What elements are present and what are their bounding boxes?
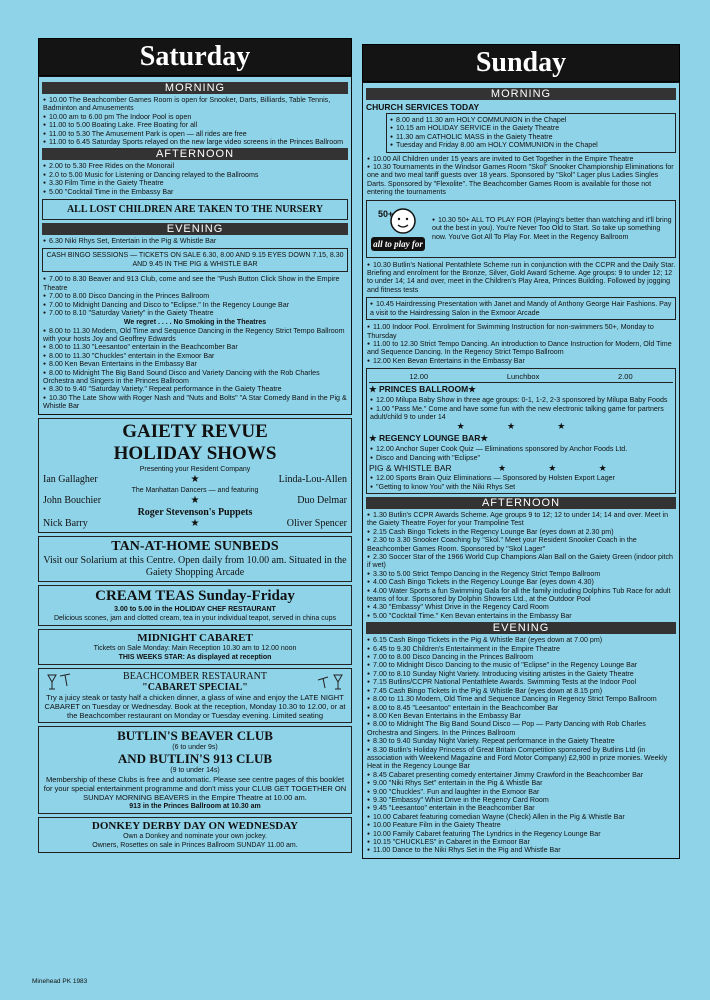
donkey-derby-ad (38, 817, 352, 853)
list-item: ● 10.00 All Children under 15 years are invited to Get Together in the Empire Theatre (366, 155, 676, 163)
performer: Linda-Lou-Allen (278, 473, 347, 485)
list-item: ● 10.30 Tournaments in the Windsor Games Room "Skol" Snooker Championship Eliminations for one and two meal tariff guests over 18 years. Sponsored by "Skol" Lager plus Ladies Singles Darts. Sponsored by "Flexolite". The Beachcomber Games Room is available for those not entering the tournaments (366, 163, 676, 197)
logo-bottom-text: all to play for (373, 238, 423, 249)
gaiety-title-1: GAIETY REVUE (122, 420, 268, 442)
beaver-club-title: BUTLIN'S BEAVER CLUB (117, 727, 273, 743)
sunbeds-text: Visit our Solarium at this Centre. Open daily from 10.00 am. Situated in the Gaiety Shopping Arcade (43, 554, 347, 578)
sunday-frame (362, 82, 680, 859)
bingo-notice: CASH BINGO SESSIONS — TICKETS ON SALE 6.30, 8.00 AND 9.15 EYES DOWN 7.15, 8.30 AND 9.45 IN THE PIG & WHISTLE BAR (42, 248, 348, 272)
list-item: ● Disco and Dancing with "Eclipse" (369, 454, 673, 462)
logo-top-text: 50+ (378, 208, 394, 219)
list-item: ● 7.00 to 8.10 "Saturday Variety" in the Gaiety Theatre (42, 309, 348, 317)
performer: Nick Barry (43, 517, 88, 529)
donkey-derby-title: DONKEY DERBY DAY ON WEDNESDAY (91, 819, 299, 832)
gaiety-title-2: HOLIDAY SHOWS (113, 442, 277, 464)
performer: Ian Gallagher (43, 473, 98, 485)
regency-lounge-heading: ★ REGENCY LOUNGE BAR★ (369, 433, 488, 444)
saturday-column (38, 38, 352, 856)
sun-afternoon-list (366, 511, 676, 620)
list-item: ● 11.30 am CATHOLIC MASS in the Gaiety Theatre (389, 133, 673, 141)
star-icon: ★ (190, 473, 200, 485)
list-item: ● 5.00 "Cocktail Time in the Embassy Bar (42, 188, 348, 196)
list-item: ● 10.00 The Beachcomber Games Room is open for Snooker, Darts, Billiards, Table Tennis, Badminton and Amusements (42, 96, 348, 113)
list-item: ● 8.00 to Midnight The Big Band Sound Disco and Variety Dancing with the Rob Charles Orchestra and Singers in the Princes Ballroom (42, 369, 348, 386)
list-item: ● 8.30 Butlin's Holiday Princess of Great Britain Competition sponsored by Butlins Ltd (in association with Weekend Magazine and Ford Motor Company) £2,900 in prize monies. Weekly Heat in the Regency Lounge Bar (366, 746, 676, 771)
list-item: ● 2.30 Soccer Star of the 1966 World Cup Champions Alan Ball on the Gaiety Green (indoor pitch if wet) (366, 553, 676, 570)
no-smoking-notice: We regret . . . . No Smoking in the Theatres (123, 318, 267, 326)
fifty-plus-box (366, 200, 676, 258)
list-item: ● 10.30 Butlin's National Pentathlete Scheme run in conjunction with the CCPR and the Daily Star. Briefing and enrolment for the Bronze, Silver, Gold Award Scheme. Age groups: 9 to under 12; 12 to under 14; 14 and over, meet in the Children's Play Area, Princes Building. Followed by jogging and fitness tests (366, 261, 676, 295)
list-item: ● 8.00 Ken Bevan Entertains in the Embassy Bar (42, 360, 348, 368)
list-item: ● 4.00 Cash Bingo Tickets in the Regency Lounge Bar (eyes down 4.30) (366, 578, 676, 586)
beachcomber-special: "CABARET SPECIAL" (142, 681, 248, 693)
list-item: ● 7.45 Cash Bingo Tickets in the Pig & Whistle Bar (eyes down at 8.15 pm) (366, 687, 676, 695)
sat-morning-heading: MORNING (42, 82, 348, 94)
list-item: ● 10.15 am HOLIDAY SERVICE in the Gaiety Theatre (389, 124, 673, 132)
beaver-club-age: (6 to under 9s) (172, 743, 218, 751)
cream-teas-title: CREAM TEAS Sunday-Friday (95, 587, 295, 604)
sunday-title: Sunday (362, 44, 680, 82)
clubs-ad (38, 726, 352, 814)
saturday-frame (38, 76, 352, 415)
list-item: ● 7.00 to 8.10 Sunday Night Variety. Introducing visiting artistes in the Gaiety Theatre (366, 670, 676, 678)
cream-teas-line2: Delicious scones, jam and clotted cream, tea in your individual teapot, served in china cups (53, 614, 337, 622)
lunchbox-label: Lunchbox (506, 372, 540, 382)
list-item: ● 7.00 to 8.00 Disco Dancing in the Princes Ballroom (42, 292, 348, 300)
beachcomber-ad (38, 668, 352, 723)
list-item: ● 9.00 "Chuckles". Fun and laughter in the Exmoor Bar (366, 788, 676, 796)
list-item: ● 11.00 to 12.30 Strict Tempo Dancing. An introduction to Dance Instruction for Modern, Old Time and Sequence Dancing. In the Regency Strict Tempo Ballroom (366, 340, 676, 357)
gaiety-revue-ad (38, 418, 352, 533)
clubs-text-2: 913 in the Princes Ballroom at 10.30 am (129, 802, 261, 810)
list-item: ● 2.15 Cash Bingo Tickets in the Regency Lounge Bar (eyes down at 2.30 pm) (366, 528, 676, 536)
list-item: ● 11.00 Indoor Pool. Enrolment for Swimming Instruction for non-swimmers 50+, Monday to Thursday (366, 323, 676, 340)
performer: Oliver Spencer (286, 517, 347, 529)
pig-whistle-heading: PIG & WHISTLE BAR (369, 463, 452, 474)
star-icon: ★ (190, 517, 200, 529)
list-item: ● 6.30 Niki Rhys Set, Entertain in the Pig & Whistle Bar (42, 237, 348, 245)
list-item: ● 8.00 Ken Bevan Entertains in the Embassy Bar (366, 712, 676, 720)
gaiety-presenting: Presenting your Resident Company (139, 465, 251, 473)
sun-evening-heading: EVENING (366, 622, 676, 634)
star-divider-icon: ★ ★ ★ (497, 462, 627, 473)
gaiety-dancers: The Manhattan Dancers — and featuring (131, 486, 259, 494)
lunchbox-start: 12.00 (409, 372, 429, 382)
church-heading: CHURCH SERVICES TODAY (366, 102, 480, 112)
performer: Duo Delmar (297, 494, 347, 506)
list-item: ● 9.30 "Embassy" Whist Drive in the Regency Card Room (366, 796, 676, 804)
pig-whistle-row (369, 462, 673, 474)
page-footer: Minehead PK 1983 (32, 978, 88, 985)
list-item: ● 4.00 Water Sports a fun Swimming Gala for all the family including Dolphins Tub Race for adult teams of four. Sponsored by Dolphin Showers Ltd., at the Outdoor Pool (366, 587, 676, 604)
cream-teas-line1: 3.00 to 5.00 in the HOLIDAY CHEF RESTAURANT (114, 605, 276, 613)
wine-glass-icon (315, 672, 345, 692)
list-item: ● 9.00 "Niki Rhys Set" entertain in the Pig & Whistle Bar (366, 779, 676, 787)
fifty-plus-text: ● 10.30 50+ ALL TO PLAY FOR (Playing's better than watching and it'll bring out the best in you). You're Never Too Old to Start. So take up something now. You've Got All To Play For. Meet in the Regency Ballroom (431, 216, 673, 241)
list-item: ● 12.00 Anchor Super Cook Quiz — Eliminations sponsored by Anchor Foods Ltd. (369, 445, 673, 453)
wine-glass-icon (45, 672, 75, 692)
list-item: ● 12.00 Ken Bevan Entertains in the Embassy Bar (366, 357, 676, 365)
list-item: ● 8.00 to 11.30 Modern, Old Time and Sequence Dancing in Regency Strict Tempo Ballroom (366, 695, 676, 703)
list-item: ● 11.00 Dance to the Niki Rhys Set in the Pig and Whistle Bar (366, 846, 676, 854)
donkey-derby-line1: Own a Donkey and nominate your own jockey. (123, 832, 267, 840)
list-item: ● 8.00 to Midnight The Big Band Sound Disco — Pop — Party Dancing with Rob Charles Orchestra and Singers. In the Princes Ballroom (366, 720, 676, 737)
list-item: ● 8.00 to 11.30 "Leesantoo" entertain in the Beachcomber Bar (42, 343, 348, 351)
list-item: ● 10.15 "CHUCKLES" in Cabaret in the Exmoor Bar (366, 838, 676, 846)
list-item: ● Tuesday and Friday 8.00 am HOLY COMMUNION in the Chapel (389, 141, 673, 149)
list-item: ● 7.00 to Midnight Dancing and Disco to "Eclipse." In the Regency Lounge Bar (42, 301, 348, 309)
cabaret-title: MIDNIGHT CABARET (137, 631, 253, 644)
list-item: ● 1.30 Butlin's CCPR Awards Scheme. Age groups 9 to 12; 12 to under 14; 14 and over. Meet in the Gaiety Theatre Foyer for your Trampoline Test (366, 511, 676, 528)
list-item: ● 9.45 "Leesantoo" entertain in the Beachcomber Bar (366, 804, 676, 812)
list-item: ● 3.30 to 5.00 Strict Tempo Dancing in the Regency Strict Tempo Ballroom (366, 570, 676, 578)
sunday-column (362, 44, 680, 859)
lunchbox-box (366, 368, 676, 494)
sat-afternoon-heading: AFTERNOON (42, 148, 348, 160)
list-item: ● 10.45 Hairdressing Presentation with Janet and Mandy of Anthony George Hair Fashions. Pay a visit to the Hairdressing Salon in the Exmoor Arcade (369, 300, 673, 317)
list-item: ● 2.00 to 5.30 Free Rides on the Monorail (42, 162, 348, 170)
lunchbox-end: 2.00 (618, 372, 633, 382)
performer: John Bouchier (43, 494, 102, 506)
donkey-derby-line2: Owners, Rosettes on sale in Princes Ballroom SUNDAY 11.00 am. (92, 841, 298, 849)
list-item: ● 11.00 to 5.00 Boating Lake. Free Boating for all (42, 121, 348, 129)
list-item: ● 8.00 and 11.30 am HOLY COMMUNION in the Chapel (389, 116, 673, 124)
list-item: ● 11.00 to 6.45 Saturday Sports relayed on the new large video screens in the Princes Ballroom (42, 138, 348, 146)
list-item: ● 10.00 Family Cabaret featuring The Lyndrics in the Regency Lounge Bar (366, 830, 676, 838)
saturday-title: Saturday (38, 38, 352, 76)
list-item: ● 7.00 to Midnight Disco Dancing to the music of "Eclipse" in the Regency Lounge Bar (366, 661, 676, 669)
sun-evening-list (366, 636, 676, 855)
performer-row (43, 474, 347, 486)
list-item: ● 11.00 to 5.30 The Amusement Park is open — all rides are free (42, 130, 348, 138)
913-club-age: (9 to under 14s) (170, 766, 220, 774)
list-item: ● 8.00 to 11.30 "Chuckles" entertain in the Exmoor Bar (42, 352, 348, 360)
list-item: ● 10.00 am to 6.00 pm The Indoor Pool is open (42, 113, 348, 121)
clubs-text: Membership of these Clubs is free and automatic. Please see centre pages of this booklet for your special entertainment programme and don't miss your CLUB GET TOGETHER ON SUNDAY MORNING BEAVERS in the Empire Theatre at 10.00 am. (43, 774, 347, 802)
star-divider-icon: ★ ★ ★ (456, 421, 586, 432)
fifty-plus-logo-icon (369, 203, 427, 255)
list-item: ● 2.0 to 5.00 Music for Listening or Dancing relayed to the Ballrooms (42, 171, 348, 179)
sat-morning-list (42, 96, 348, 146)
list-item: ● 7.00 to 8.00 Disco Dancing in the Princes Ballroom (366, 653, 676, 661)
list-item: ● 8.00 to 11.30 Modern, Old Time and Sequence Dancing in the Regency Strict Tempo Ballroom with your hosts Joy and Geoffrey Edwards (42, 327, 348, 344)
list-item: ● 10.00 Cabaret featuring comedian Wayne (Check) Allen in the Pig & Whistle Bar (366, 813, 676, 821)
list-item: ● 8.30 to 9.40 "Saturday Variety." Repeat performance in the Gaiety Theatre (42, 385, 348, 393)
list-item: ● 10.00 Feature Film in the Gaiety Theatre (366, 821, 676, 829)
list-item: ● 7.00 to 8.30 Beaver and 913 Club, come and see the "Push Button Click Show in the Empire Theatre (42, 275, 348, 292)
cabaret-line1: Tickets on Sale Monday: Main Reception 10.30 am to 12.00 noon (93, 644, 297, 652)
list-item: ● 4.30 "Embassy" Whist Drive in the Regency Card Room (366, 603, 676, 611)
performer-row (43, 518, 347, 530)
list-item: ● 10.30 The Late Show with Roger Nash and "Nuts and Bolts" "A Star Comedy Band in the Pig & Whistle Bar (42, 394, 348, 411)
beachcomber-text: Try a juicy steak or tasty half a chicken dinner, a glass of wine and enjoy the LATE NIGHT CABARET on Tuesday or Wednesday. Book at the reception, Monday 10.30 to 12.00, or at the Beachcomber restaurant on Monday or Tuesday evening. Limited seating (44, 692, 346, 720)
list-item: ● 7.15 Butlins/CCPR National Pentathlete Awards. Swimming Tests at the Indoor Pool (366, 678, 676, 686)
sunbeds-ad (38, 536, 352, 582)
cream-teas-ad (38, 585, 352, 626)
sun-afternoon-heading: AFTERNOON (366, 497, 676, 509)
sun-morning-heading: MORNING (366, 88, 676, 100)
913-club-title: AND BUTLIN'S 913 CLUB (117, 750, 273, 766)
performer-row (43, 495, 347, 507)
princes-ballroom-heading: ★ PRINCES BALLROOM★ (369, 384, 476, 395)
beachcomber-title: BEACHCOMBER RESTAURANT (123, 670, 267, 682)
list-item: ● 12.00 Sports Brain Quiz Eliminations — Sponsored by Holsten Export Lager (369, 474, 673, 482)
list-item: ● 8.30 to 9.40 Sunday Night Variety. Repeat performance in the Gaiety Theatre (366, 737, 676, 745)
midnight-cabaret-ad (38, 629, 352, 665)
cabaret-line2: THIS WEEKS STAR: As displayed at reception (118, 653, 272, 661)
list-item: ● 5.00 "Cocktail Time." Ken Bevan entertains in the Embassy Bar (366, 612, 676, 620)
list-item: ● 3.30 Film Time in the Gaiety Theatre (42, 179, 348, 187)
list-item: ● 1.00 "Pass Me." Come and have some fun with the new electronic talking game for partners adult/child 9 to under 14 (369, 405, 673, 422)
list-item: ● "Getting to know You" with the Niki Rhys Set (369, 483, 673, 491)
sat-afternoon-list (42, 162, 348, 196)
list-item: ● 6.45 to 9.30 Children's Entertainment in the Empire Theatre (366, 645, 676, 653)
lost-children-notice: ALL LOST CHILDREN ARE TAKEN TO THE NURSERY (42, 199, 348, 220)
list-item: ● 6.15 Cash Bingo Tickets in the Pig & Whistle Bar (eyes down at 7.00 pm) (366, 636, 676, 644)
list-item: ● 2.30 to 3.30 Snooker Coaching by "Skol." Meet your Resident Snooker Coach in the Beachcomber Games Room. Sponsored by "Skol Lager" (366, 536, 676, 553)
list-item: ● 8.45 Cabaret presenting comedy entertainer Jimmy Crawford in the Beachcomber Bar (366, 771, 676, 779)
gaiety-puppets: Roger Stevenson's Puppets (137, 506, 253, 518)
church-services (386, 113, 676, 153)
sunbeds-title: TAN-AT-HOME SUNBEDS (111, 538, 279, 554)
sat-evening-list (42, 275, 348, 410)
lunchbox-header (369, 371, 673, 383)
sat-evening-heading: EVENING (42, 223, 348, 235)
list-item: ● 12.00 Milupa Baby Show in three age groups: 0-1, 1-2, 2-3 sponsored by Milupa Baby Foods (369, 396, 673, 404)
hairdressing-box (366, 297, 676, 320)
list-item: ● 8.00 to 8.45 "Leesantoo" entertain in the Beachcomber Bar (366, 704, 676, 712)
star-icon: ★ (190, 494, 200, 506)
